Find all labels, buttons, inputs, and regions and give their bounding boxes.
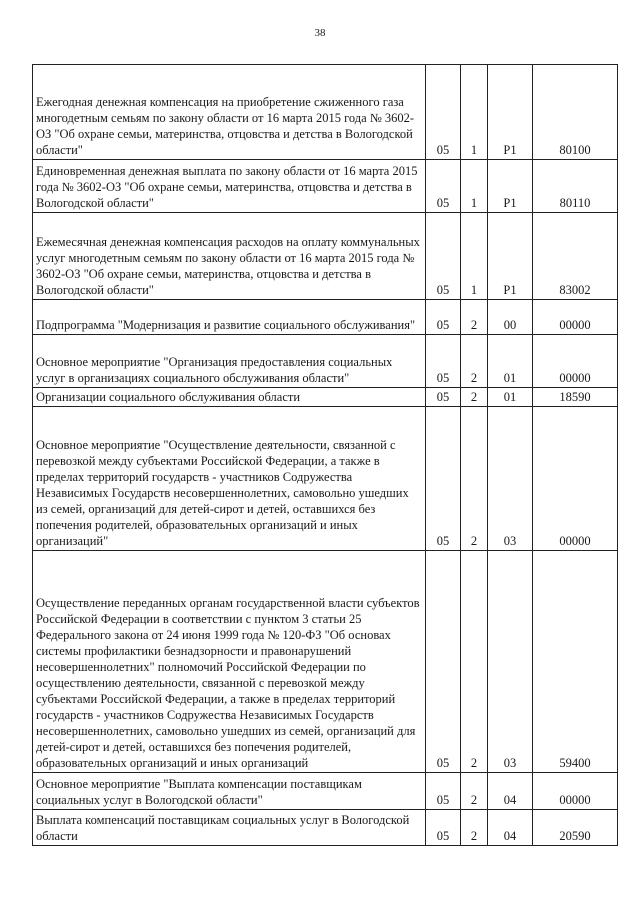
row-name: Ежегодная денежная компенсация на приобретение сжиженного газа многодетным семьям по закону области от 16 марта 2015 года № 3602-ОЗ "Об охране семьи, материнства, отцовства и детства в Вологодской области" [33, 65, 426, 160]
program-code: P1 [488, 160, 533, 213]
expense-code: 00000 [533, 407, 618, 551]
subsection-code: 2 [461, 335, 488, 388]
subsection-code: 1 [461, 65, 488, 160]
row-name: Основное мероприятие "Выплата компенсации поставщикам социальных услуг в Вологодской области" [33, 773, 426, 810]
section-code: 05 [426, 65, 461, 160]
table-row [33, 773, 618, 810]
program-code: 03 [488, 551, 533, 773]
row-name: Подпрограмма "Модернизация и развитие социального обслуживания" [33, 300, 426, 335]
row-name: Основное мероприятие "Организация предоставления социальных услуг в организациях социального обслуживания области" [33, 335, 426, 388]
page-number: 38 [314, 27, 326, 39]
section-code: 05 [426, 300, 461, 335]
section-code: 05 [426, 335, 461, 388]
table-row [33, 160, 618, 213]
table-row [33, 213, 618, 300]
expense-code: 00000 [533, 335, 618, 388]
section-code: 05 [426, 551, 461, 773]
section-code: 05 [426, 773, 461, 810]
program-code: 01 [488, 388, 533, 407]
program-code: P1 [488, 65, 533, 160]
subsection-code: 1 [461, 160, 488, 213]
row-name: Единовременная денежная выплата по закону области от 16 марта 2015 года № 3602-ОЗ "Об охране семьи, материнства, отцовства и детства в Вологодской области" [33, 160, 426, 213]
subsection-code: 1 [461, 213, 488, 300]
subsection-code: 2 [461, 300, 488, 335]
expense-code: 80110 [533, 160, 618, 213]
expense-code: 20590 [533, 810, 618, 846]
program-code: 01 [488, 335, 533, 388]
section-code: 05 [426, 160, 461, 213]
program-code: P1 [488, 213, 533, 300]
subsection-code: 2 [461, 407, 488, 551]
section-code: 05 [426, 388, 461, 407]
program-code: 04 [488, 810, 533, 846]
expense-code: 80100 [533, 65, 618, 160]
row-name: Ежемесячная денежная компенсация расходов на оплату коммунальных услуг многодетным семьям по закону области от 16 марта 2015 года № 3602-ОЗ "Об охране семьи, материнства, отцовства и детства в Вологодской области" [33, 213, 426, 300]
table-row [33, 335, 618, 388]
table-row [33, 551, 618, 773]
section-code: 05 [426, 213, 461, 300]
subsection-code: 2 [461, 551, 488, 773]
program-code: 03 [488, 407, 533, 551]
row-name: Выплата компенсаций поставщикам социальных услуг в Вологодской области [33, 810, 426, 846]
expense-code: 59400 [533, 551, 618, 773]
row-name: Основное мероприятие "Осуществление деятельности, связанной с перевозкой между субъектами Российской Федерации, а также в пределах территорий государств - участников Содружества Независимых Государств несовершеннолетних, самовольно ушедших из семей, организаций для детей-сирот и детей, оставшихся без попечения родителей, образовательных организаций и иных организаций" [33, 407, 426, 551]
expense-code: 83002 [533, 213, 618, 300]
table-row [33, 407, 618, 551]
section-code: 05 [426, 407, 461, 551]
expense-code: 00000 [533, 300, 618, 335]
program-code: 04 [488, 773, 533, 810]
table-row [33, 65, 618, 160]
section-code: 05 [426, 810, 461, 846]
table-row [33, 300, 618, 335]
expense-code: 18590 [533, 388, 618, 407]
subsection-code: 2 [461, 388, 488, 407]
table-row [33, 810, 618, 846]
budget-classification-table [32, 64, 618, 846]
expense-code: 00000 [533, 773, 618, 810]
table-row [33, 388, 618, 407]
row-name: Организации социального обслуживания области [33, 388, 426, 407]
row-name: Осуществление переданных органам государственной власти субъектов Российской Федерации в соответствии с пунктом 3 статьи 25 Федерального закона от 24 июня 1999 года № 120-ФЗ "Об основах системы профилактики безнадзорности и правонарушений несовершеннолетних" полномочий Российской Федерации по осуществлению деятельности, связанной с перевозкой между субъектами Российской Федерации, а также в пределах территорий государств - участников Содружества Независимых Государств несовершеннолетних, самовольно ушедших из семей, организаций для детей-сирот и детей, оставшихся без попечения родителей, образовательных организаций и иных организаций [33, 551, 426, 773]
subsection-code: 2 [461, 773, 488, 810]
subsection-code: 2 [461, 810, 488, 846]
program-code: 00 [488, 300, 533, 335]
